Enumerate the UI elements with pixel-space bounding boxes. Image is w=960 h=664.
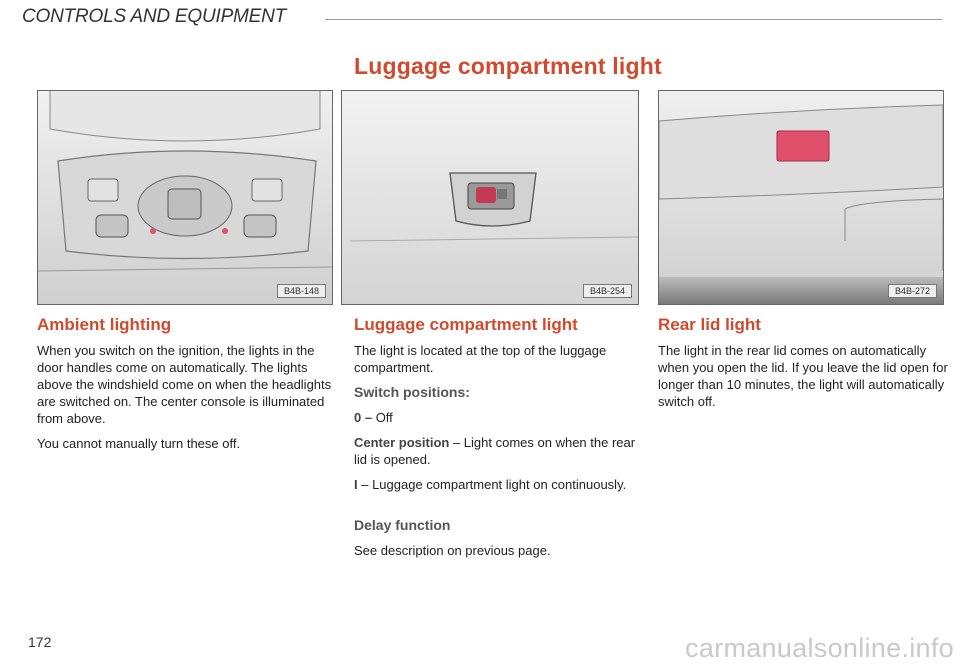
switch-position-off [354, 409, 644, 426]
paragraph: The light in the rear lid comes on automatically when you open the lid. If you leave the lid open for longer than 10 minutes, the light will automatically switch off. [658, 343, 948, 409]
position-text: – Light comes on when the rear lid is opened. [354, 435, 636, 467]
position-text: Off [372, 410, 393, 425]
figure-illustration [659, 91, 943, 304]
section-header: CONTROLS AND EQUIPMENT [22, 6, 287, 27]
section-ambient-lighting [37, 316, 335, 460]
paragraph: When you switch on the ignition, the lights in the door handles come on automatically. The lights above the windshield come on when the headlights are switched on. The center console is illuminated from above. [37, 343, 332, 426]
watermark: carmanualsonline.info [685, 633, 954, 663]
paragraph: You cannot manually turn these off. [37, 436, 241, 451]
figure-illustration [38, 91, 332, 304]
figure-rear-lid-light [658, 90, 944, 305]
figure-tag: B4B-254 [583, 284, 632, 298]
page-number: 172 [28, 634, 52, 650]
header-rule [325, 19, 942, 20]
figure-ambient-lighting [37, 90, 333, 305]
switch-position-on [354, 476, 644, 493]
section-heading: Luggage compartment light [354, 315, 578, 334]
position-label: Center position [354, 435, 450, 450]
figure-tag: B4B-272 [888, 284, 937, 298]
figure-luggage-light [341, 90, 639, 305]
figure-tag: B4B-148 [277, 284, 326, 298]
section-rear-lid-light [658, 316, 948, 418]
figure-illustration [342, 91, 638, 304]
position-label: 0 – [354, 410, 373, 425]
section-heading: Rear lid light [658, 315, 761, 334]
subheading-delay-function: Delay function [354, 517, 451, 533]
subheading-switch-positions: Switch positions: [354, 384, 470, 400]
paragraph: See description on previous page. [354, 543, 551, 558]
position-text: – Luggage compartment light on continuously. [357, 477, 627, 492]
section-luggage-light [354, 316, 644, 567]
paragraph: The light is located at the top of the luggage compartment. [354, 343, 607, 375]
page-title: Luggage compartment light [354, 53, 662, 79]
switch-position-center [354, 434, 644, 468]
section-heading: Ambient lighting [37, 315, 172, 334]
position-label: I [354, 477, 358, 492]
